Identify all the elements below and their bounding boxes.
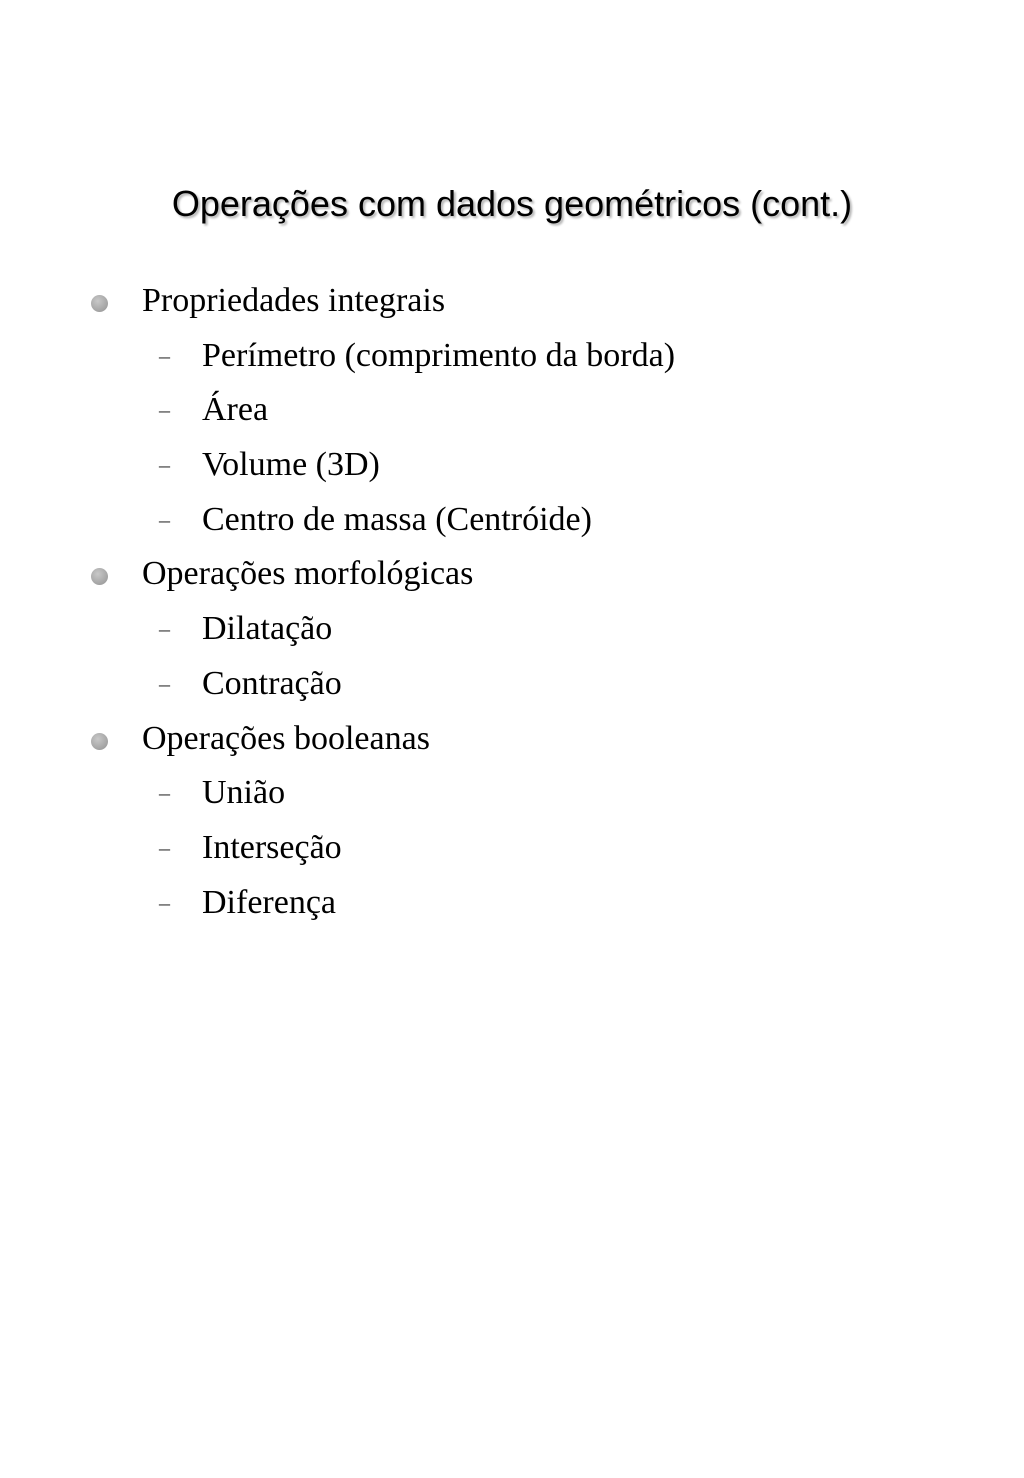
sub-item xyxy=(0,821,1024,876)
dash-icon: – xyxy=(159,342,170,368)
bullet-label: Propriedades integrais xyxy=(142,282,446,319)
dash-icon: – xyxy=(159,616,170,642)
sub-item-label: Área xyxy=(202,391,269,429)
dash-icon: – xyxy=(159,780,170,806)
sub-item-label: Volume (3D) xyxy=(202,446,380,484)
bullet-outline xyxy=(0,274,1024,930)
bullet-dot-icon xyxy=(91,295,108,312)
bullet-dot-icon xyxy=(91,733,108,750)
dash-icon: – xyxy=(159,889,170,915)
dash-icon: – xyxy=(159,506,170,532)
dash-icon: – xyxy=(159,834,170,860)
bullet-label: Operações booleanas xyxy=(142,719,430,757)
bullet-item xyxy=(0,712,1024,767)
bullet-label: Operações morfológicas xyxy=(142,555,474,593)
sub-item xyxy=(0,493,1024,548)
sub-item-label: Centro de massa (Centróide) xyxy=(202,500,592,538)
sub-item xyxy=(0,329,1024,384)
sub-item-label: Diferença xyxy=(202,883,337,921)
sub-item-label: Interseção xyxy=(202,828,342,866)
slide-title: Operações com dados geométricos (cont.) xyxy=(171,183,853,224)
bullet-item xyxy=(0,547,1024,602)
sub-item-label: União xyxy=(202,774,286,812)
bullet-item xyxy=(0,274,1024,329)
sub-item xyxy=(0,383,1024,438)
dash-icon: – xyxy=(159,670,170,696)
sub-item xyxy=(0,766,1024,821)
sub-item-label: Contração xyxy=(202,664,342,702)
sub-item xyxy=(0,657,1024,712)
sub-item xyxy=(0,602,1024,657)
sub-item xyxy=(0,876,1024,931)
dash-icon: – xyxy=(159,452,170,478)
sub-item xyxy=(0,438,1024,493)
sub-item-label: Dilatação xyxy=(202,610,333,648)
dash-icon: – xyxy=(159,397,170,423)
sub-item-label: Perímetro (comprimento da borda) xyxy=(202,336,676,374)
bullet-dot-icon xyxy=(91,568,108,585)
